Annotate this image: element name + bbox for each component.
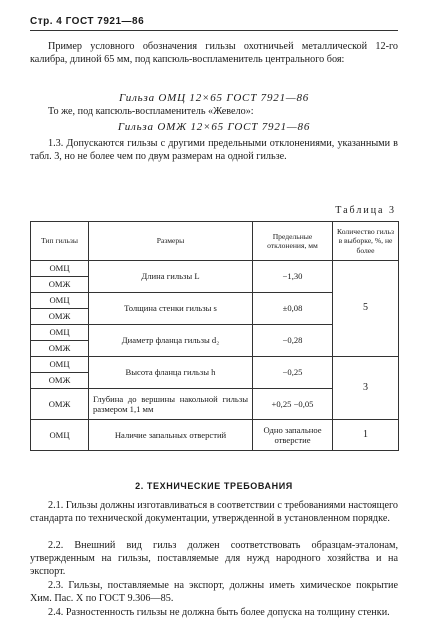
- header-type: Тип гильзы: [31, 222, 89, 261]
- size-cell: Глубина до вершины накольной гильзы размером 1,1 мм: [89, 389, 253, 420]
- type-cell: ОМЦ: [31, 293, 89, 309]
- count-cell: 1: [333, 420, 399, 451]
- deviation-cell: −1,30: [253, 261, 333, 293]
- type-cell: ОМЖ: [31, 277, 89, 293]
- type-cell: ОМЖ: [31, 309, 89, 325]
- count-cell: 3: [333, 357, 399, 420]
- table-caption: Таблица 3: [335, 205, 396, 216]
- example-text-2: То же, под капсюль-воспламенитель «Жевело»:: [48, 106, 254, 117]
- size-cell: Толщина стенки гильзы s: [89, 293, 253, 325]
- table-3: [30, 221, 399, 451]
- type-cell: ОМЦ: [31, 325, 89, 341]
- deviation-cell: ±0,08: [253, 293, 333, 325]
- size-cell: Диаметр фланца гильзы d₂: [89, 325, 253, 357]
- deviation-cell: −0,25: [253, 357, 333, 389]
- header-rule: [30, 30, 398, 31]
- table-row: [31, 261, 399, 277]
- clause-1-3: 1.3. Допускаются гильзы с другими предельными отклонениями, указанными в табл. 3, но не более чем по двум размерам на одной гильзе.: [30, 138, 398, 162]
- header-deviations: Предельные отклонения, мм: [253, 222, 333, 261]
- designation-omzh: Гильза ОМЖ 12×65 ГОСТ 7921—86: [117, 121, 311, 133]
- deviation-cell: Одно запальное отверстие: [253, 420, 333, 451]
- paragraph-2-1: 2.1. Гильзы должны изготавливаться в соответствии с требованиями настоящего стандарта по технической документации, утвержденной в установленном порядке.: [30, 500, 398, 524]
- designation-omc: Гильза ОМЦ 12×65 ГОСТ 7921—86: [118, 92, 310, 104]
- table-row: [31, 357, 399, 373]
- size-cell: Наличие запальных отверстий: [89, 420, 253, 451]
- page-header: Стр. 4 ГОСТ 7921—86: [30, 16, 145, 27]
- example-text: Пример условного обозначения гильзы охотничьей металлической 12-го калибра, длиной 65 мм, под капсюль-воспламенитель центрального боя:: [30, 41, 398, 65]
- type-cell: ОМЦ: [31, 420, 89, 451]
- size-cell: Длина гильзы L: [89, 261, 253, 293]
- header-count: Количество гильз в выборке, %, не более: [333, 222, 399, 261]
- table-row: [31, 420, 399, 451]
- type-cell: ОМЖ: [31, 373, 89, 389]
- header-sizes: Размеры: [89, 222, 253, 261]
- type-cell: ОМЦ: [31, 357, 89, 373]
- section-title: 2. ТЕХНИЧЕСКИЕ ТРЕБОВАНИЯ: [135, 481, 293, 491]
- paragraph-2-4: 2.4. Разностенность гильзы не должна быть более допуска на толщину стенки.: [48, 607, 390, 618]
- paragraph-2-3: 2.3. Гильзы, поставляемые на экспорт, должны иметь химическое покрытие Хим. Пас. X по ГОСТ 9.306—85.: [30, 580, 398, 604]
- type-cell: ОМЖ: [31, 341, 89, 357]
- type-cell: ОМЦ: [31, 261, 89, 277]
- table-header-row: [31, 222, 399, 261]
- deviation-cell: −0,28: [253, 325, 333, 357]
- count-cell: 5: [333, 261, 399, 357]
- size-cell: Высота фланца гильзы h: [89, 357, 253, 389]
- paragraph-2-2: 2.2. Внешний вид гильз должен соответствовать образцам-эталонам, утвержденным на гильзы, поставляемые для нужд народного хозяйства и на экспорт.: [30, 540, 398, 577]
- deviation-cell: +0,25 −0,05: [253, 389, 333, 420]
- type-cell: ОМЖ: [31, 389, 89, 420]
